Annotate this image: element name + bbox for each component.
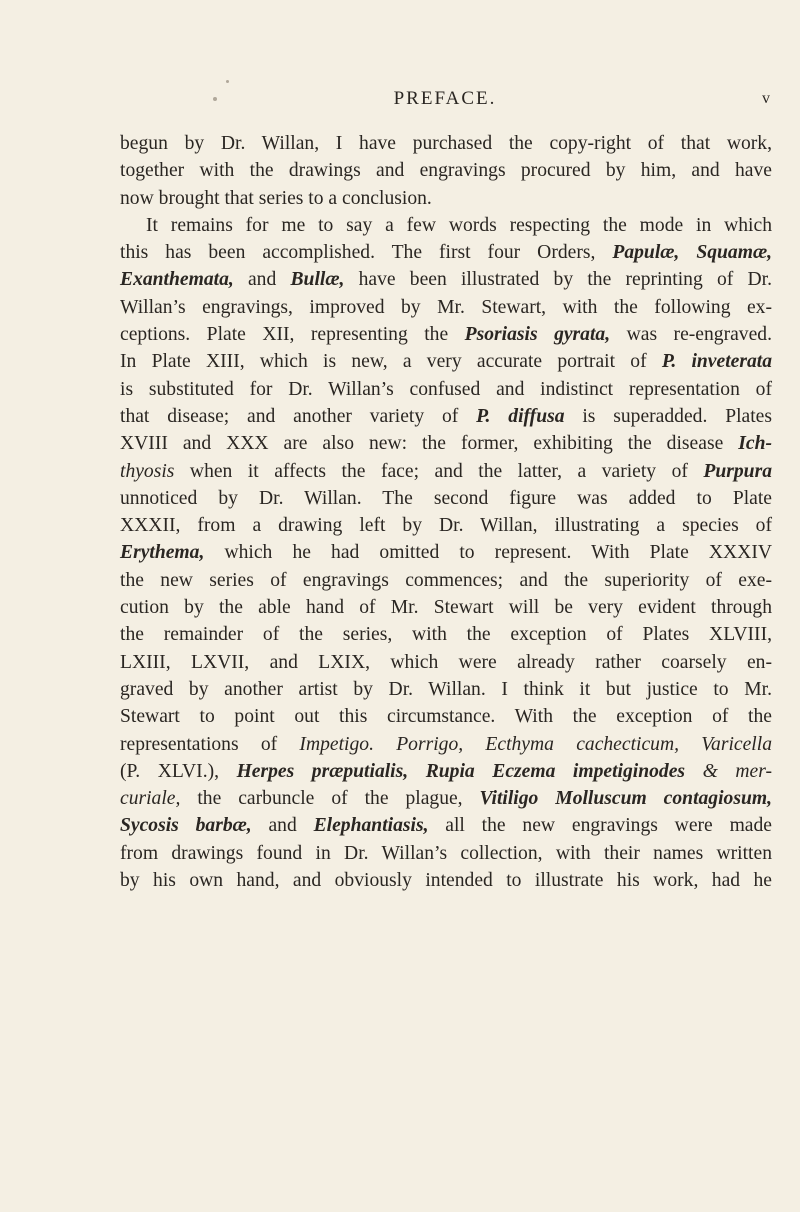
text-run: the carbuncle of the plague, — [180, 788, 480, 810]
text-run: the new series of engravings commences; and the superiority of exe- — [120, 569, 772, 591]
text-run: from drawings found in Dr. Willan’s collection, with their names written — [120, 842, 772, 864]
text-run: LXIII, LXVII, and LXIX, which were already rather coarsely en- — [120, 651, 772, 673]
text-line — [120, 812, 772, 839]
italic-term: & mer- — [702, 760, 772, 782]
text-line — [120, 130, 772, 157]
italic-bold-term: Papulæ, — [612, 242, 680, 264]
italic-term: thyosis — [120, 460, 175, 482]
text-run: In Plate XIII, which is new, a very accurate portrait of — [120, 351, 662, 373]
text-run: now brought that series to a conclusion. — [120, 187, 432, 209]
italic-bold-term: Purpura — [703, 460, 772, 482]
text-run — [685, 761, 703, 782]
text-line — [120, 594, 772, 621]
text-line — [120, 621, 772, 648]
italic-term: curiale, — [120, 788, 181, 810]
italic-term: Impetigo. Porrigo, Ecthyma cachecticum, Varicella — [299, 733, 772, 755]
italic-bold-term: Sycosis barbæ, — [120, 815, 252, 837]
italic-bold-term: P. inveterata — [661, 351, 773, 373]
text-run: unnoticed by Dr. Willan. The second figure was added to Plate — [120, 487, 772, 509]
text-line — [120, 348, 772, 375]
text-run: cution by the able hand of Mr. Stewart will be very evident through — [120, 597, 772, 619]
text-line — [120, 731, 772, 758]
text-line — [120, 403, 772, 430]
text-run: XVIII and XXX are also new: the former, exhibiting the disease — [120, 433, 739, 455]
italic-bold-term: Psoriasis gyrata, — [464, 324, 611, 346]
italic-bold-term: Ich- — [738, 433, 772, 455]
body-text — [120, 130, 772, 894]
italic-bold-term: P. diffusa — [476, 405, 565, 427]
italic-bold-term: Exanthemata, — [120, 269, 234, 291]
page-number: v — [762, 90, 770, 107]
text-run: together with the drawings and engravings procured by him, and have — [120, 160, 772, 182]
text-line — [120, 539, 772, 566]
text-run: that disease; and another variety of — [120, 405, 477, 427]
italic-bold-term: Bullæ, — [290, 269, 345, 291]
text-run: Stewart to point out this circumstance. With the exception of the — [120, 706, 772, 728]
italic-bold-term: Erythema, — [120, 542, 205, 564]
text-line — [120, 703, 772, 730]
text-run: was re-engraved. — [610, 324, 772, 346]
italic-bold-term: Squamæ, — [696, 242, 772, 264]
text-line — [120, 758, 772, 785]
text-run: all the new engravings were made — [428, 815, 772, 837]
text-line — [120, 430, 772, 457]
text-line — [120, 485, 772, 512]
text-run: (P. XLVI.), — [120, 760, 237, 782]
text-run: when it affects the face; and the latter, a variety of — [174, 460, 704, 482]
text-line — [120, 785, 772, 812]
text-line — [120, 867, 772, 894]
text-run: the remainder of the series, with the exception of Plates XLVIII, — [120, 624, 772, 646]
text-run — [679, 242, 696, 263]
text-run: which he had omitted to represent. With Plate XXXIV — [204, 542, 772, 564]
text-run: graved by another artist by Dr. Willan. I think it but justice to Mr. — [120, 678, 772, 700]
text-line — [120, 376, 772, 403]
text-line — [120, 294, 772, 321]
text-line — [120, 649, 772, 676]
italic-bold-term: Vitiligo Molluscum contagiosum, — [479, 788, 773, 810]
text-line — [120, 321, 772, 348]
text-run: this has been accomplished. The first four Orders, — [120, 242, 613, 264]
text-run: ceptions. Plate XII, representing the — [120, 324, 465, 346]
text-run: have been illustrated by the reprinting of Dr. — [344, 269, 772, 291]
text-line — [120, 512, 772, 539]
page-header — [120, 88, 770, 112]
text-line — [120, 266, 772, 293]
text-line — [120, 157, 772, 184]
text-run: Willan’s engravings, improved by Mr. Stewart, with the following ex- — [120, 296, 772, 318]
text-run: is substituted for Dr. Willan’s confused and indistinct representation of — [120, 378, 772, 400]
text-line — [120, 239, 772, 266]
text-line — [120, 567, 772, 594]
text-run: begun by Dr. Willan, I have purchased the copy-right of that work, — [120, 133, 772, 154]
text-run: by his own hand, and obviously intended to illustrate his work, had he — [120, 870, 772, 892]
ink-speck — [226, 80, 229, 83]
italic-bold-term: Herpes præputialis, Rupia Eczema impetiginodes — [236, 760, 686, 782]
text-run: XXXII, from a drawing left by Dr. Willan, illustrating a species of — [120, 515, 772, 537]
text-run: is superadded. Plates — [564, 405, 772, 427]
text-run: and — [251, 815, 314, 837]
text-run: and — [233, 269, 291, 291]
text-line — [120, 458, 772, 485]
text-line — [120, 212, 772, 239]
text-run: It remains for me to say a few words respecting the mode in which — [146, 214, 772, 236]
text-line — [120, 840, 772, 867]
italic-bold-term: Elephantiasis, — [313, 815, 429, 837]
text-line — [120, 676, 772, 703]
text-line — [120, 185, 772, 212]
text-run: representations of — [120, 733, 300, 755]
running-title: PREFACE. — [393, 88, 497, 109]
